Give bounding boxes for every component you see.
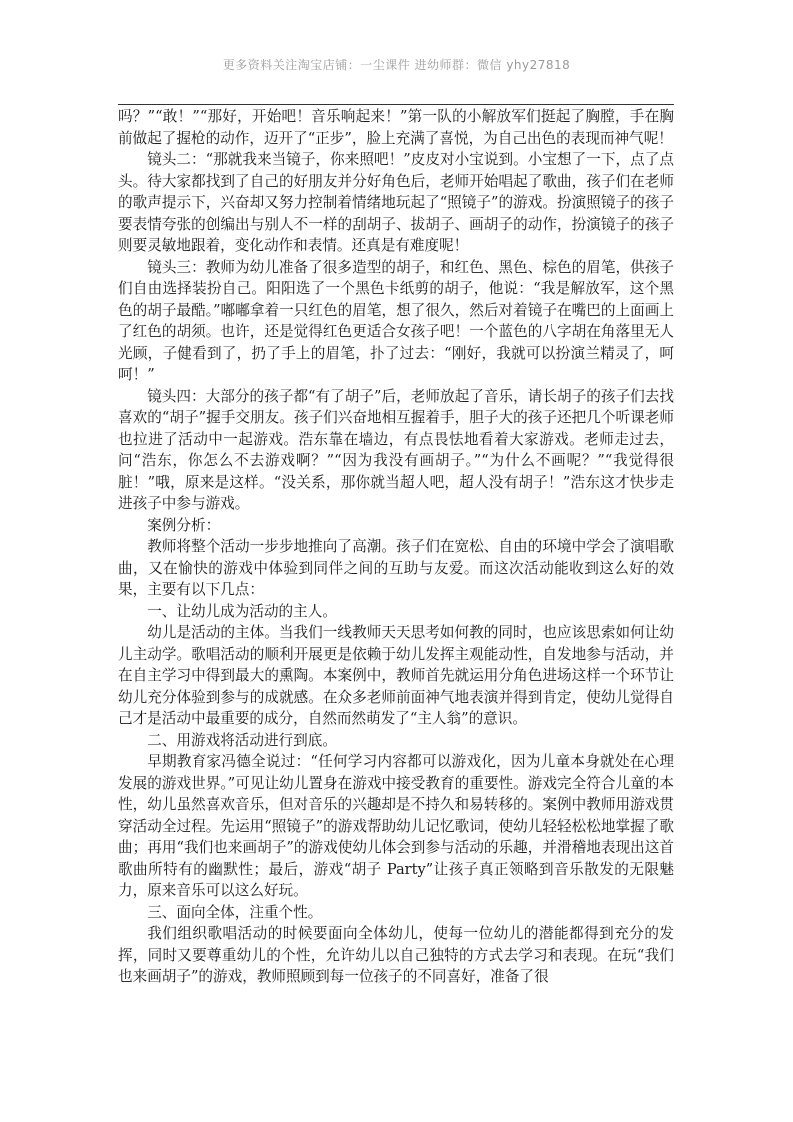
document-body: [118, 106, 674, 988]
section-heading-point-three: 三、面向全体，注重个性。: [147, 903, 323, 921]
section-heading-point-two: 二、用游戏将活动进行到底。: [147, 731, 337, 749]
header-rule: [118, 104, 674, 105]
paragraph-scene-four: 镜头四：大部分的孩子都“有了胡子”后，老师放起了音乐，请长胡子的孩子们去找喜欢的“胡子”握手交朋友。孩子们兴奋地相互握着手，胆子大的孩子还把几个听课老师也拉进了活动中一起游戏。浩东靠在墙边，有点畏怯地看着大家游戏。老师走过去，问“浩东，你怎么不去游戏啊？”“因为我没有画胡子。”“为什么不画呢？”“我觉得很脏！”哦，原来是这样。“没关系，那你就当超人吧，超人没有胡子！”浩东这才快步走进孩子中参与游戏。: [118, 387, 674, 512]
section-heading-analysis: 案例分析：: [147, 516, 221, 534]
paragraph-scene-two: 镜头二：“那就我来当镜子，你来照吧！”皮皮对小宝说到。小宝想了一下，点了点头。待大家都找到了自己的好朋友并分好角色后，老师开始唱起了歌曲，孩子们在老师的歌声提示下，兴奋却又努力控制着情绪地玩起了“照镜子”的游戏。扮演照镜子的孩子要表情夸张的创编出与别人不一样的刮胡子、拔胡子、画胡子的动作，扮演镜子的孩子则要灵敏地跟着，变化动作和表情。还真是有难度呢！: [118, 151, 674, 254]
paragraph-point-three: 我们组织歌唱活动的时候要面向全体幼儿，使每一位幼儿的潜能都得到充分的发挥，同时又要尊重幼儿的个性，允许幼儿以自己独特的方式去学习和表现。在玩“我们也来画胡子”的游戏，教师照顾到每一位孩子的不同喜好，准备了很: [118, 925, 674, 985]
paragraph-point-one: 幼儿是活动的主体。当我们一线教师天天思考如何教的同时，也应该思索如何让幼儿主动学。歌唱活动的顺利开展更是依赖于幼儿发挥主观能动性，自发地参与活动，并在自主学习中得到最大的熏陶。本案例中，教师首先就运用分角色进场这样一个环节让幼儿充分体验到参与的成就感。在众多老师前面神气地表演并得到肯定，使幼儿觉得自己才是活动中最重要的成分，自然而然萌发了“主人翁”的意识。: [118, 624, 674, 727]
paragraph-analysis-intro: 教师将整个活动一步步地推向了高潮。孩子们在宽松、自由的环境中学会了演唱歌曲，又在愉快的游戏中体验到同伴之间的互助与友爱。而这次活动能收到这么好的效果，主要有以下几点：: [118, 538, 674, 598]
paragraph-continuation: 吗？”“敢！”“那好，开始吧！音乐响起来！”第一队的小解放军们挺起了胸膛，手在胸前做起了握枪的动作，迈开了“正步”，脸上充满了喜悦，为自己出色的表现而神气呢！: [118, 108, 674, 147]
paragraph-scene-three: 镜头三：教师为幼儿准备了很多造型的胡子，和红色、黑色、棕色的眉笔，供孩子们自由选择装扮自己。阳阳选了一个黑色卡纸剪的胡子，他说：“我是解放军，这个黑色的胡子最酷。”嘟嘟拿着一只红色的眉笔，想了很久，然后对着镜子在嘴巴的上面画上了红色的胡须。也许，还是觉得红色更适合女孩子吧！一个蓝色的八字胡在角落里无人光顾，子健看到了，扔了手上的眉笔，扑了过去：“刚好，我就可以扮演兰精灵了，呵呵！”: [118, 258, 674, 383]
paragraph-point-two: 早期教育家冯德全说过：“任何学习内容都可以游戏化，因为儿童本身就处在心理发展的游戏世界。”可见让幼儿置身在游戏中接受教育的重要性。游戏完全符合儿童的本性，幼儿虽然喜欢音乐，但对音乐的兴趣却是不持久和易转移的。案例中教师用游戏贯穿活动全过程。先运用“照镜子”的游戏帮助幼儿记忆歌词，使幼儿轻轻松松地掌握了歌曲；再用“我们也来画胡子”的游戏使幼儿体会到参与活动的乐趣，并滑稽地表现出这首歌曲所特有的幽默性；最后，游戏“胡子 Party”让孩子真正领略到音乐散发的无限魅力，原来音乐可以这么好玩。: [118, 753, 674, 899]
section-heading-point-one: 一、让幼儿成为活动的主人。: [147, 602, 337, 620]
watermark-text: 更多资料关注淘宝店铺：一尘课件 进幼师群：微信 yhy27818: [222, 58, 571, 72]
